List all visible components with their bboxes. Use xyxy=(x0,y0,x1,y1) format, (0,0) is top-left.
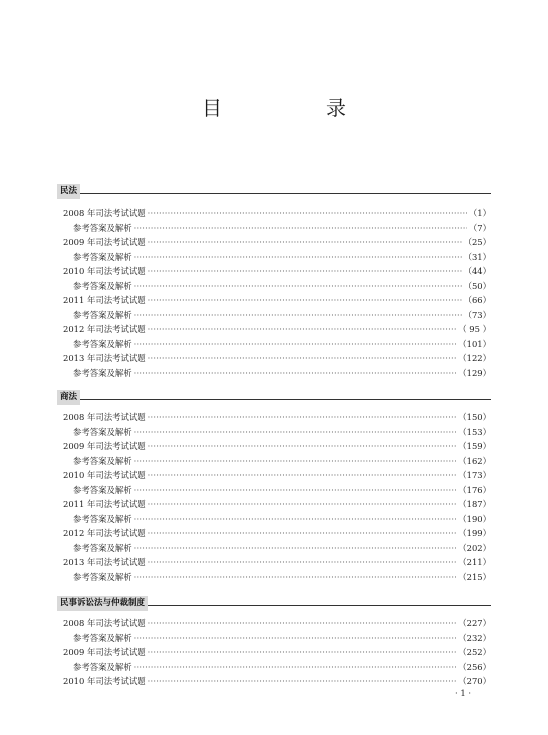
section-title: 民事诉讼法与仲裁制度 xyxy=(57,596,148,611)
entry-label: 2013 年司法考试试题 xyxy=(63,353,146,363)
dot-leader xyxy=(134,660,457,675)
dot-leader xyxy=(148,616,457,631)
page-ref: （150） xyxy=(458,412,491,422)
dot-leader xyxy=(134,221,467,236)
page-title: 目 录 xyxy=(202,96,388,120)
entry-label: 2012 年司法考试试题 xyxy=(63,324,146,334)
toc-entry-answers[interactable] xyxy=(57,631,491,646)
entry-label: 2012 年司法考试试题 xyxy=(63,528,146,538)
page-ref: （50） xyxy=(463,280,491,291)
entry-label: 2010 年司法考试试题 xyxy=(63,266,146,276)
toc-list-civil-procedure xyxy=(57,616,491,689)
toc-entry-exam[interactable] xyxy=(57,555,491,570)
toc-list-civil-law xyxy=(57,206,491,380)
toc-entry-exam[interactable] xyxy=(57,468,491,483)
toc-entry-exam[interactable] xyxy=(57,235,491,250)
dot-leader xyxy=(134,308,462,323)
toc-entry-exam[interactable] xyxy=(57,264,491,279)
page-ref: （270） xyxy=(458,676,491,686)
toc-entry-answers[interactable] xyxy=(57,308,491,323)
toc-entry-exam[interactable] xyxy=(57,497,491,512)
entry-label: 参考答案及解析 xyxy=(73,426,132,437)
dot-leader xyxy=(148,468,457,483)
dot-leader xyxy=(134,454,457,469)
toc-entry-answers[interactable] xyxy=(57,337,491,352)
page-ref: （153） xyxy=(458,426,491,437)
page-ref: （227） xyxy=(458,618,491,628)
section-title: 商法 xyxy=(57,390,80,405)
entry-label: 参考答案及解析 xyxy=(73,280,132,291)
page-ref: （1） xyxy=(468,208,491,218)
page-ref: （176） xyxy=(458,484,491,495)
page-ref: （73） xyxy=(463,309,491,320)
dot-leader xyxy=(148,264,462,279)
toc-list-commercial-law xyxy=(57,410,491,584)
page-ref: （31） xyxy=(463,251,491,262)
page-ref: （159） xyxy=(458,441,491,451)
entry-label: 参考答案及解析 xyxy=(73,632,132,643)
dot-leader xyxy=(148,526,457,541)
dot-leader xyxy=(134,425,457,440)
dot-leader xyxy=(134,541,457,556)
page-ref: （256） xyxy=(458,661,491,672)
entry-label: 参考答案及解析 xyxy=(73,309,132,320)
page-ref: （215） xyxy=(458,571,491,582)
page-ref: （211） xyxy=(458,557,491,567)
entry-label: 参考答案及解析 xyxy=(73,338,132,349)
dot-leader xyxy=(148,439,457,454)
section-title: 民法 xyxy=(57,184,80,199)
toc-entry-answers[interactable] xyxy=(57,660,491,675)
dot-leader xyxy=(134,570,457,585)
toc-entry-answers[interactable] xyxy=(57,454,491,469)
section-header-civil-law xyxy=(57,178,491,194)
page-ref: （122） xyxy=(458,353,491,363)
toc-entry-answers[interactable] xyxy=(57,541,491,556)
page-ref: （ 95 ） xyxy=(458,324,491,334)
dot-leader xyxy=(148,645,457,660)
entry-label: 2009 年司法考试试题 xyxy=(63,647,146,657)
page-ref: （25） xyxy=(463,237,491,247)
page-number: · 1 · xyxy=(455,688,471,698)
entry-label: 2009 年司法考试试题 xyxy=(63,441,146,451)
toc-entry-exam[interactable] xyxy=(57,293,491,308)
dot-leader xyxy=(134,279,462,294)
toc-entry-exam[interactable] xyxy=(57,526,491,541)
dot-leader xyxy=(134,483,457,498)
dot-leader xyxy=(148,322,457,337)
section-header-civil-procedure xyxy=(57,590,491,606)
page-ref: （252） xyxy=(458,647,491,657)
dot-leader xyxy=(134,250,462,265)
dot-leader xyxy=(134,366,457,381)
toc-entry-answers[interactable] xyxy=(57,366,491,381)
dot-leader xyxy=(148,293,462,308)
page-ref: （7） xyxy=(468,222,491,233)
dot-leader xyxy=(148,555,457,570)
entry-label: 参考答案及解析 xyxy=(73,367,132,378)
page-ref: （232） xyxy=(458,632,491,643)
toc-entry-answers[interactable] xyxy=(57,425,491,440)
dot-leader xyxy=(148,351,457,366)
dot-leader xyxy=(148,235,462,250)
entry-label: 参考答案及解析 xyxy=(73,513,132,524)
entry-label: 2008 年司法考试试题 xyxy=(63,208,146,218)
toc-entry-answers[interactable] xyxy=(57,512,491,527)
page-ref: （66） xyxy=(463,295,491,305)
entry-label: 参考答案及解析 xyxy=(73,484,132,495)
entry-label: 2008 年司法考试试题 xyxy=(63,618,146,628)
entry-label: 2013 年司法考试试题 xyxy=(63,557,146,567)
entry-label: 2008 年司法考试试题 xyxy=(63,412,146,422)
dot-leader xyxy=(134,512,457,527)
page-ref: （162） xyxy=(458,455,491,466)
entry-label: 参考答案及解析 xyxy=(73,542,132,553)
entry-label: 2009 年司法考试试题 xyxy=(63,237,146,247)
dot-leader xyxy=(134,631,457,646)
toc-entry-exam[interactable] xyxy=(57,206,491,221)
page-ref: （129） xyxy=(458,367,491,378)
section-header-commercial-law xyxy=(57,384,491,400)
page-ref: （199） xyxy=(458,528,491,538)
entry-label: 参考答案及解析 xyxy=(73,455,132,466)
entry-label: 2010 年司法考试试题 xyxy=(63,470,146,480)
toc-entry-exam[interactable] xyxy=(57,410,491,425)
toc-entry-exam[interactable] xyxy=(57,645,491,660)
toc-entry-exam[interactable] xyxy=(57,674,491,689)
page-ref: （187） xyxy=(458,499,491,509)
page-ref: （173） xyxy=(458,470,491,480)
entry-label: 参考答案及解析 xyxy=(73,251,132,262)
entry-label: 参考答案及解析 xyxy=(73,222,132,233)
dot-leader xyxy=(148,410,457,425)
toc-entry-exam[interactable] xyxy=(57,322,491,337)
page-ref: （44） xyxy=(463,266,491,276)
toc-entry-exam[interactable] xyxy=(57,439,491,454)
page-ref: （190） xyxy=(458,513,491,524)
toc-entry-answers[interactable] xyxy=(57,483,491,498)
dot-leader xyxy=(148,674,457,689)
dot-leader xyxy=(148,497,457,512)
toc-entry-answers[interactable] xyxy=(57,570,491,585)
toc-entry-answers[interactable] xyxy=(57,221,491,236)
page-ref: （101） xyxy=(458,338,491,349)
entry-label: 2010 年司法考试试题 xyxy=(63,676,146,686)
toc-entry-answers[interactable] xyxy=(57,250,491,265)
entry-label: 2011 年司法考试试题 xyxy=(63,295,146,305)
entry-label: 参考答案及解析 xyxy=(73,571,132,582)
entry-label: 2011 年司法考试试题 xyxy=(63,499,146,509)
toc-entry-exam[interactable] xyxy=(57,351,491,366)
entry-label: 参考答案及解析 xyxy=(73,661,132,672)
dot-leader xyxy=(134,337,457,352)
page-ref: （202） xyxy=(458,542,491,553)
toc-entry-answers[interactable] xyxy=(57,279,491,294)
dot-leader xyxy=(148,206,467,221)
toc-entry-exam[interactable] xyxy=(57,616,491,631)
